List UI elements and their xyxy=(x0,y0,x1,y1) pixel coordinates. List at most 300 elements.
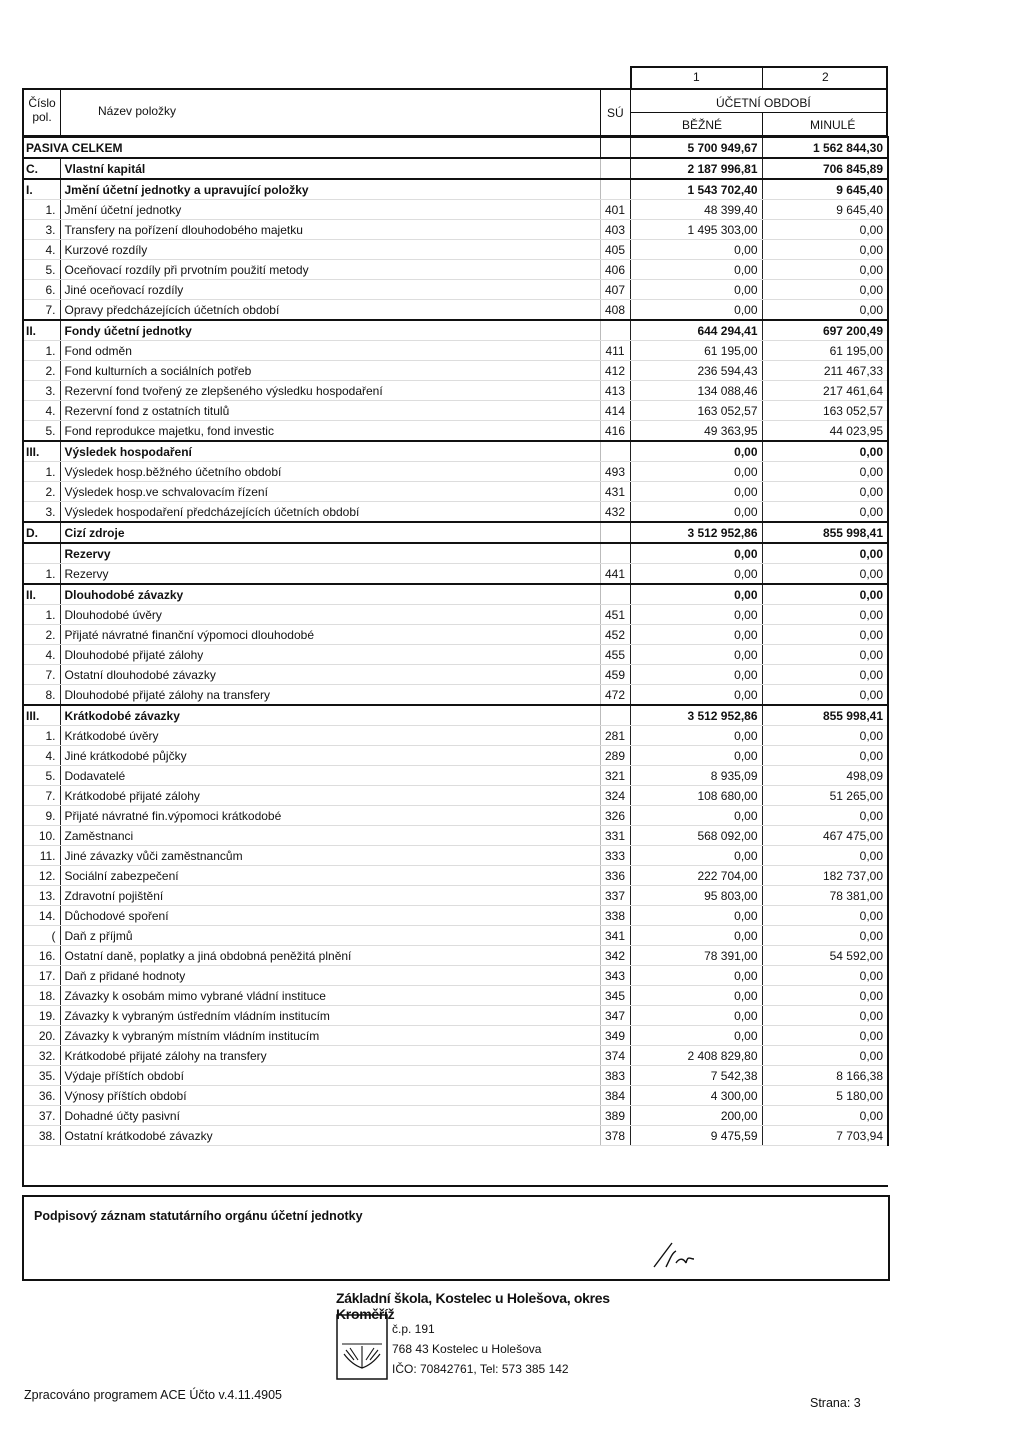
row-number: 18. xyxy=(22,986,60,1006)
row-account xyxy=(600,158,630,179)
row-previous-value: 0,00 xyxy=(762,482,888,502)
row-name: Zaměstnanci xyxy=(60,826,600,846)
row-previous-value: 0,00 xyxy=(762,605,888,625)
row-current-value: 568 092,00 xyxy=(630,826,762,846)
row-current-value: 0,00 xyxy=(630,906,762,926)
footer-program: Zpracováno programem ACE Účto v.4.11.4905 xyxy=(24,1388,283,1402)
total-row xyxy=(22,137,888,158)
row-previous-value: 1 562 844,30 xyxy=(762,137,888,158)
row-name: Kurzové rozdíly xyxy=(60,240,600,260)
row-current-value: 3 512 952,86 xyxy=(630,522,762,543)
table-row xyxy=(22,986,888,1006)
row-name: Výsledek hosp.ve schvalovacím řízení xyxy=(60,482,600,502)
row-name: Přijaté návratné finanční výpomoci dlouhodobé xyxy=(60,625,600,645)
row-account: 378 xyxy=(600,1126,630,1146)
row-number: 2. xyxy=(22,482,60,502)
row-previous-value: 0,00 xyxy=(762,280,888,300)
row-account: 405 xyxy=(600,240,630,260)
row-account xyxy=(600,522,630,543)
table-row xyxy=(22,926,888,946)
table-row xyxy=(22,280,888,300)
row-account xyxy=(600,705,630,726)
table-row xyxy=(22,866,888,886)
table-row xyxy=(22,625,888,645)
row-name: Jiné závazky vůči zaměstnancům xyxy=(60,846,600,866)
row-name: Závazky k osobám mimo vybrané vládní instituce xyxy=(60,986,600,1006)
row-account: 416 xyxy=(600,421,630,442)
row-number: III. xyxy=(22,705,60,726)
row-account: 321 xyxy=(600,766,630,786)
table-row xyxy=(22,1066,888,1086)
row-current-value: 0,00 xyxy=(630,462,762,482)
row-name: Fondy účetní jednotky xyxy=(60,320,600,341)
row-account: 341 xyxy=(600,926,630,946)
row-previous-value: 9 645,40 xyxy=(762,179,888,200)
row-account: 342 xyxy=(600,946,630,966)
row-number xyxy=(22,543,60,564)
table-row xyxy=(22,260,888,280)
row-name: Rezervy xyxy=(60,543,600,564)
row-name: Ostatní krátkodobé závazky xyxy=(60,1126,600,1146)
row-current-value: 0,00 xyxy=(630,564,762,585)
row-name: Daň z příjmů xyxy=(60,926,600,946)
row-current-value: 0,00 xyxy=(630,645,762,665)
row-number: 4. xyxy=(22,746,60,766)
row-previous-value: 61 195,00 xyxy=(762,341,888,361)
row-current-value: 0,00 xyxy=(630,584,762,605)
row-number: C. xyxy=(22,158,60,179)
row-previous-value: 697 200,49 xyxy=(762,320,888,341)
section-row xyxy=(22,543,888,564)
row-previous-value: 0,00 xyxy=(762,240,888,260)
row-name: Oceňovací rozdíly při prvotním použití metody xyxy=(60,260,600,280)
row-previous-value: 78 381,00 xyxy=(762,886,888,906)
column-number-divider xyxy=(762,66,763,88)
row-account: 401 xyxy=(600,200,630,220)
row-account: 413 xyxy=(600,381,630,401)
header-period-rule xyxy=(630,112,888,113)
row-previous-value: 0,00 xyxy=(762,462,888,482)
row-account: 349 xyxy=(600,1026,630,1046)
header-divider-name xyxy=(600,88,601,136)
row-current-value: 3 512 952,86 xyxy=(630,705,762,726)
table-row xyxy=(22,564,888,585)
row-name: Závazky k vybraným ústředním vládním institucím xyxy=(60,1006,600,1026)
row-previous-value: 0,00 xyxy=(762,260,888,280)
table-row xyxy=(22,726,888,746)
row-current-value: 0,00 xyxy=(630,502,762,523)
header-divider-period xyxy=(762,112,763,136)
row-number: 7. xyxy=(22,786,60,806)
row-previous-value: 0,00 xyxy=(762,926,888,946)
row-account: 452 xyxy=(600,625,630,645)
table-bottom-border xyxy=(22,1185,888,1187)
row-name: Zdravotní pojištění xyxy=(60,886,600,906)
row-account: 412 xyxy=(600,361,630,381)
row-name: Ostatní daně, poplatky a jiná obdobná peněžitá plnění xyxy=(60,946,600,966)
row-number: 19. xyxy=(22,1006,60,1026)
row-account: 432 xyxy=(600,502,630,523)
row-account: 389 xyxy=(600,1106,630,1126)
row-current-value: 0,00 xyxy=(630,605,762,625)
row-previous-value: 44 023,95 xyxy=(762,421,888,442)
signature-box xyxy=(22,1195,890,1281)
row-previous-value: 0,00 xyxy=(762,1006,888,1026)
row-current-value: 644 294,41 xyxy=(630,320,762,341)
row-previous-value: 855 998,41 xyxy=(762,522,888,543)
row-name: Transfery na pořízení dlouhodobého majetku xyxy=(60,220,600,240)
row-account: 493 xyxy=(600,462,630,482)
row-previous-value: 0,00 xyxy=(762,564,888,585)
row-previous-value: 8 166,38 xyxy=(762,1066,888,1086)
row-number: 13. xyxy=(22,886,60,906)
row-number: III. xyxy=(22,441,60,462)
row-account: 403 xyxy=(600,220,630,240)
row-number: 5. xyxy=(22,421,60,442)
table-row xyxy=(22,462,888,482)
row-account: 343 xyxy=(600,966,630,986)
row-previous-value: 0,00 xyxy=(762,846,888,866)
row-name: Dlouhodobé přijaté zálohy xyxy=(60,645,600,665)
stamp-address-city: 768 43 Kostelec u Holešova xyxy=(392,1342,542,1356)
row-previous-value: 0,00 xyxy=(762,685,888,706)
row-name: Cizí zdroje xyxy=(60,522,600,543)
row-name: Výdaje příštích období xyxy=(60,1066,600,1086)
row-current-value: 0,00 xyxy=(630,240,762,260)
row-account: 324 xyxy=(600,786,630,806)
row-previous-value: 0,00 xyxy=(762,1026,888,1046)
table-row xyxy=(22,1086,888,1106)
row-name: Závazky k vybraným místním vládním institucím xyxy=(60,1026,600,1046)
row-current-value: 0,00 xyxy=(630,260,762,280)
row-current-value: 0,00 xyxy=(630,685,762,706)
signature-label: Podpisový záznam statutárního orgánu účetní jednotky xyxy=(34,1209,363,1223)
signature-mark xyxy=(650,1237,700,1271)
row-number: 3. xyxy=(22,220,60,240)
row-current-value: 7 542,38 xyxy=(630,1066,762,1086)
row-number: 4. xyxy=(22,240,60,260)
row-name: Krátkodobé přijaté zálohy xyxy=(60,786,600,806)
row-account: 331 xyxy=(600,826,630,846)
row-current-value: 0,00 xyxy=(630,746,762,766)
row-current-value: 0,00 xyxy=(630,665,762,685)
row-number: I. xyxy=(22,179,60,200)
row-number: 5. xyxy=(22,766,60,786)
row-number: II. xyxy=(22,584,60,605)
row-number: II. xyxy=(22,320,60,341)
row-number: 1. xyxy=(22,564,60,585)
row-number: 17. xyxy=(22,966,60,986)
row-current-value: 0,00 xyxy=(630,482,762,502)
row-name: Jiné oceňovací rozdíly xyxy=(60,280,600,300)
row-name: Důchodové spoření xyxy=(60,906,600,926)
row-current-value: 0,00 xyxy=(630,966,762,986)
row-current-value: 0,00 xyxy=(630,543,762,564)
row-previous-value: 0,00 xyxy=(762,1046,888,1066)
section-row xyxy=(22,584,888,605)
row-previous-value: 467 475,00 xyxy=(762,826,888,846)
table-left-border xyxy=(22,136,24,1185)
row-account: 281 xyxy=(600,726,630,746)
row-number: 35. xyxy=(22,1066,60,1086)
table-row xyxy=(22,645,888,665)
row-previous-value: 0,00 xyxy=(762,986,888,1006)
row-previous-value: 855 998,41 xyxy=(762,705,888,726)
balance-sheet-table xyxy=(22,136,888,1146)
col-num-label: Číslo pol. xyxy=(28,96,56,124)
row-name: Opravy předcházejících účetních období xyxy=(60,300,600,321)
row-account: 326 xyxy=(600,806,630,826)
table-row xyxy=(22,240,888,260)
row-number: 5. xyxy=(22,260,60,280)
row-current-value: 222 704,00 xyxy=(630,866,762,886)
table-row xyxy=(22,220,888,240)
row-number: 7. xyxy=(22,665,60,685)
row-previous-value: 0,00 xyxy=(762,906,888,926)
table-row xyxy=(22,1126,888,1146)
row-current-value: 0,00 xyxy=(630,441,762,462)
row-name: Přijaté návratné fin.výpomoci krátkodobé xyxy=(60,806,600,826)
period-label: ÚČETNÍ OBDOBÍ xyxy=(716,96,811,110)
table-row xyxy=(22,665,888,685)
table-row xyxy=(22,1106,888,1126)
table-row xyxy=(22,341,888,361)
header-divider-num xyxy=(60,88,61,136)
row-name: Dlouhodobé závazky xyxy=(60,584,600,605)
table-row xyxy=(22,361,888,381)
row-account: 336 xyxy=(600,866,630,886)
row-previous-value: 0,00 xyxy=(762,966,888,986)
row-previous-value: 5 180,00 xyxy=(762,1086,888,1106)
row-name: Vlastní kapitál xyxy=(60,158,600,179)
stamp-ico-phone: IČO: 70842761, Tel: 573 385 142 xyxy=(392,1362,569,1376)
row-name: Fond odměn xyxy=(60,341,600,361)
row-number: 38. xyxy=(22,1126,60,1146)
table-row xyxy=(22,886,888,906)
row-previous-value: 163 052,57 xyxy=(762,401,888,421)
row-account: 472 xyxy=(600,685,630,706)
row-name: Sociální zabezpečení xyxy=(60,866,600,886)
section-row xyxy=(22,705,888,726)
table-row xyxy=(22,806,888,826)
column-1-number: 1 xyxy=(693,70,700,84)
row-account: 345 xyxy=(600,986,630,1006)
row-previous-value: 182 737,00 xyxy=(762,866,888,886)
row-number: 4. xyxy=(22,645,60,665)
table-row xyxy=(22,786,888,806)
row-name: Rezervní fond z ostatních titulů xyxy=(60,401,600,421)
row-number: 4. xyxy=(22,401,60,421)
footer-page-number: Strana: 3 xyxy=(810,1396,861,1410)
row-account: 383 xyxy=(600,1066,630,1086)
row-number: 36. xyxy=(22,1086,60,1106)
row-account: 347 xyxy=(600,1006,630,1026)
row-account xyxy=(600,320,630,341)
row-account: 459 xyxy=(600,665,630,685)
row-name: Výsledek hospodaření předcházejících účetních období xyxy=(60,502,600,523)
row-number: 8. xyxy=(22,685,60,706)
table-row xyxy=(22,846,888,866)
row-previous-value: 0,00 xyxy=(762,726,888,746)
table-row xyxy=(22,906,888,926)
table-row xyxy=(22,746,888,766)
row-account: 441 xyxy=(600,564,630,585)
row-account: 337 xyxy=(600,886,630,906)
row-account xyxy=(600,543,630,564)
row-account xyxy=(600,441,630,462)
row-account: 406 xyxy=(600,260,630,280)
row-number: 14. xyxy=(22,906,60,926)
row-previous-value: 0,00 xyxy=(762,300,888,321)
row-number: 12. xyxy=(22,866,60,886)
table-row xyxy=(22,1026,888,1046)
row-current-value: 1 543 702,40 xyxy=(630,179,762,200)
row-previous-value: 9 645,40 xyxy=(762,200,888,220)
row-current-value: 78 391,00 xyxy=(630,946,762,966)
row-name: Krátkodobé přijaté zálohy na transfery xyxy=(60,1046,600,1066)
row-number: 32. xyxy=(22,1046,60,1066)
row-current-value: 200,00 xyxy=(630,1106,762,1126)
table-row xyxy=(22,381,888,401)
row-current-value: 9 475,59 xyxy=(630,1126,762,1146)
row-number: D. xyxy=(22,522,60,543)
current-period-label: BĚŽNÉ xyxy=(682,118,723,132)
row-account: 384 xyxy=(600,1086,630,1106)
table-row xyxy=(22,200,888,220)
row-current-value: 0,00 xyxy=(630,846,762,866)
row-previous-value: 706 845,89 xyxy=(762,158,888,179)
row-current-value: 0,00 xyxy=(630,1026,762,1046)
row-name: Dohadné účty pasivní xyxy=(60,1106,600,1126)
row-number: 7. xyxy=(22,300,60,321)
row-number: 1. xyxy=(22,462,60,482)
table-row xyxy=(22,502,888,523)
row-current-value: 95 803,00 xyxy=(630,886,762,906)
row-account: 431 xyxy=(600,482,630,502)
row-number: 1. xyxy=(22,726,60,746)
row-current-value: 5 700 949,67 xyxy=(630,137,762,158)
row-current-value: 0,00 xyxy=(630,926,762,946)
row-previous-value: 0,00 xyxy=(762,220,888,240)
row-name: Fond kulturních a sociálních potřeb xyxy=(60,361,600,381)
row-current-value: 134 088,46 xyxy=(630,381,762,401)
table-row xyxy=(22,946,888,966)
row-account: 411 xyxy=(600,341,630,361)
row-name: Ostatní dlouhodobé závazky xyxy=(60,665,600,685)
row-number: ( xyxy=(22,926,60,946)
row-account: 407 xyxy=(600,280,630,300)
row-account: 451 xyxy=(600,605,630,625)
row-number: 3. xyxy=(22,502,60,523)
row-current-value: 0,00 xyxy=(630,726,762,746)
section-row xyxy=(22,320,888,341)
row-number: 3. xyxy=(22,381,60,401)
row-account: 408 xyxy=(600,300,630,321)
row-account: 289 xyxy=(600,746,630,766)
row-account: 455 xyxy=(600,645,630,665)
table-row xyxy=(22,1046,888,1066)
row-previous-value: 0,00 xyxy=(762,806,888,826)
row-number: 1. xyxy=(22,341,60,361)
row-previous-value: 0,00 xyxy=(762,665,888,685)
row-previous-value: 54 592,00 xyxy=(762,946,888,966)
row-current-value: 108 680,00 xyxy=(630,786,762,806)
row-name: Krátkodobé úvěry xyxy=(60,726,600,746)
row-account: 338 xyxy=(600,906,630,926)
row-name: Dlouhodobé přijaté zálohy na transfery xyxy=(60,685,600,706)
row-name: Jmění účetní jednotky a upravující položky xyxy=(60,179,600,200)
row-number: 16. xyxy=(22,946,60,966)
row-current-value: 163 052,57 xyxy=(630,401,762,421)
stamp-address-number: č.p. 191 xyxy=(392,1322,435,1336)
row-name: Rezervy xyxy=(60,564,600,585)
row-name: Rezervní fond tvořený ze zlepšeného výsledku hospodaření xyxy=(60,381,600,401)
table-row xyxy=(22,766,888,786)
row-number: 9. xyxy=(22,806,60,826)
row-account xyxy=(600,584,630,605)
row-previous-value: 7 703,94 xyxy=(762,1126,888,1146)
row-previous-value: 0,00 xyxy=(762,645,888,665)
section-row xyxy=(22,522,888,543)
section-row xyxy=(22,179,888,200)
stamp-school-name: Základní škola, Kostelec u Holešova, okres Kroměříž xyxy=(336,1290,610,1322)
column-2-number: 2 xyxy=(822,70,829,84)
row-current-value: 0,00 xyxy=(630,986,762,1006)
row-account xyxy=(600,179,630,200)
previous-period-label: MINULÉ xyxy=(810,118,856,132)
row-account: 414 xyxy=(600,401,630,421)
row-previous-value: 0,00 xyxy=(762,441,888,462)
table-row xyxy=(22,685,888,706)
section-row xyxy=(22,158,888,179)
row-number: 11. xyxy=(22,846,60,866)
row-current-value: 8 935,09 xyxy=(630,766,762,786)
row-number: 37. xyxy=(22,1106,60,1126)
row-name: Jmění účetní jednotky xyxy=(60,200,600,220)
row-name: Dodavatelé xyxy=(60,766,600,786)
row-current-value: 2 187 996,81 xyxy=(630,158,762,179)
row-number: 1. xyxy=(22,200,60,220)
row-previous-value: 0,00 xyxy=(762,584,888,605)
row-name: Výsledek hosp.běžného účetního období xyxy=(60,462,600,482)
table-row xyxy=(22,421,888,442)
row-name: Fond reprodukce majetku, fond investic xyxy=(60,421,600,442)
row-current-value: 0,00 xyxy=(630,1006,762,1026)
col-su-label: SÚ xyxy=(607,106,624,120)
school-stamp xyxy=(336,1290,636,1382)
row-account xyxy=(600,137,630,158)
row-previous-value: 0,00 xyxy=(762,746,888,766)
row-number: 10. xyxy=(22,826,60,846)
row-current-value: 4 300,00 xyxy=(630,1086,762,1106)
row-number: 1. xyxy=(22,605,60,625)
row-previous-value: 0,00 xyxy=(762,625,888,645)
row-previous-value: 0,00 xyxy=(762,543,888,564)
row-name: Krátkodobé závazky xyxy=(60,705,600,726)
row-current-value: 2 408 829,80 xyxy=(630,1046,762,1066)
row-current-value: 1 495 303,00 xyxy=(630,220,762,240)
row-account: 333 xyxy=(600,846,630,866)
row-number: PASIVA CELKEM xyxy=(22,137,600,158)
col-name-label: Název položky xyxy=(98,104,177,118)
row-name: Daň z přidané hodnoty xyxy=(60,966,600,986)
liabilities-table xyxy=(22,136,889,1146)
row-current-value: 0,00 xyxy=(630,625,762,645)
row-previous-value: 51 265,00 xyxy=(762,786,888,806)
table-row xyxy=(22,826,888,846)
row-current-value: 49 363,95 xyxy=(630,421,762,442)
table-row xyxy=(22,300,888,321)
